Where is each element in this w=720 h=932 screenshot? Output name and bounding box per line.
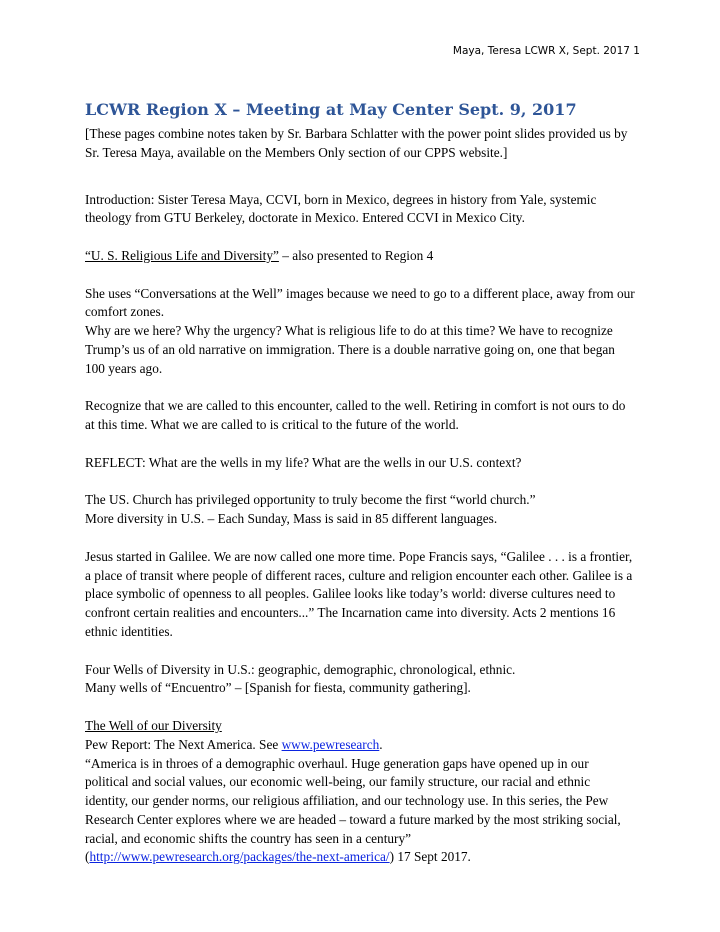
spacer <box>85 228 635 247</box>
citation-line <box>85 848 635 867</box>
encuentro-paragraph: Many wells of “Encuentro” – [Spanish for fiesta, community gathering]. <box>85 680 471 696</box>
us-church-paragraph: The US. Church has privileged opportunity to truly become the first “world church.” <box>85 492 536 508</box>
spacer <box>85 698 635 717</box>
wells-images-paragraph: She uses “Conversations at the Well” images because we need to go to a different place, away from our comfort zones. <box>85 285 635 320</box>
reflect-paragraph: REFLECT: What are the wells in my life? What are the wells in our U.S. context? <box>85 454 522 470</box>
talk-title: “U. S. Religious Life and Diversity” <box>85 247 279 263</box>
spacer <box>85 642 635 661</box>
spacer <box>85 529 635 548</box>
diversity-mass-paragraph: More diversity in U.S. – Each Sunday, Mass is said in 85 different languages. <box>85 511 498 527</box>
spacer <box>85 266 635 285</box>
recognize-paragraph: Recognize that we are called to this encounter, called to the well. Retiring in comfort is not ours to do at this time. What we are called to is critical to the future of the world. <box>85 398 626 433</box>
four-wells-paragraph: Four Wells of Diversity in U.S.: geographic, demographic, chronological, ethnic. <box>85 661 516 677</box>
pew-prefix: Pew Report: The Next America. See <box>85 736 282 752</box>
talk-title-line <box>85 247 635 266</box>
citation-open: ( <box>85 849 90 865</box>
pew-suffix: . <box>379 736 383 752</box>
talk-title-suffix: – also presented to Region 4 <box>278 247 434 263</box>
spacer <box>85 163 635 191</box>
why-here-paragraph: Why are we here? Why the urgency? What is religious life to do at this time? We have to recognize Trump’s us of an old narrative on immigration. There is a double narrative going on, one that began 100 years ago. <box>85 323 615 376</box>
spacer <box>85 473 635 492</box>
document-body <box>85 100 635 867</box>
document-title: LCWR Region X – Meeting at May Center Sept. 9, 2017 <box>85 100 577 119</box>
introduction-paragraph: Introduction: Sister Teresa Maya, CCVI, born in Mexico, degrees in history from Yale, systemic theology from GTU Berkeley, doctorate in Mexico. Entered CCVI in Mexico City. <box>85 191 597 226</box>
spacer <box>85 379 635 398</box>
pew-research-link[interactable]: www.pewresearch <box>281 736 380 752</box>
running-header: Maya, Teresa LCWR X, Sept. 2017 1 <box>452 45 640 57</box>
section-heading: The Well of our Diversity <box>85 717 222 733</box>
next-america-link[interactable]: http://www.pewresearch.org/packages/the-next-america/ <box>89 849 390 865</box>
spacer <box>85 435 635 454</box>
pew-quote: “America is in throes of a demographic overhaul. Huge generation gaps have opened up in our political and social values, our economic well-being, our family structure, our racial and ethnic identity, our gender norms, our religious affiliation, and our technology use. In this series, the Pew Research Center explores where we are headed – toward a future marked by the most striking social, racial, and economic shifts the country has seen in a century” <box>85 755 621 846</box>
citation-close: ) 17 Sept 2017. <box>389 849 471 865</box>
intro-note: [These pages combine notes taken by Sr. Barbara Schlatter with the power point slides provided us by Sr. Teresa Maya, available on the Members Only section of our CPPS website.] <box>85 126 628 160</box>
galilee-paragraph: Jesus started in Galilee. We are now called one more time. Pope Francis says, “Galilee . . . is a frontier, a place of transit where people of different races, culture and religion encounter each other. Galilee is a place symbolic of openness to all peoples. Galilee looks like today’s world: diverse cultures need to confront certain realities and encounters...” The Incarnation came into diversity. Acts 2 mentions 16 ethnic identities. <box>85 548 633 639</box>
pew-report-line <box>85 736 635 755</box>
